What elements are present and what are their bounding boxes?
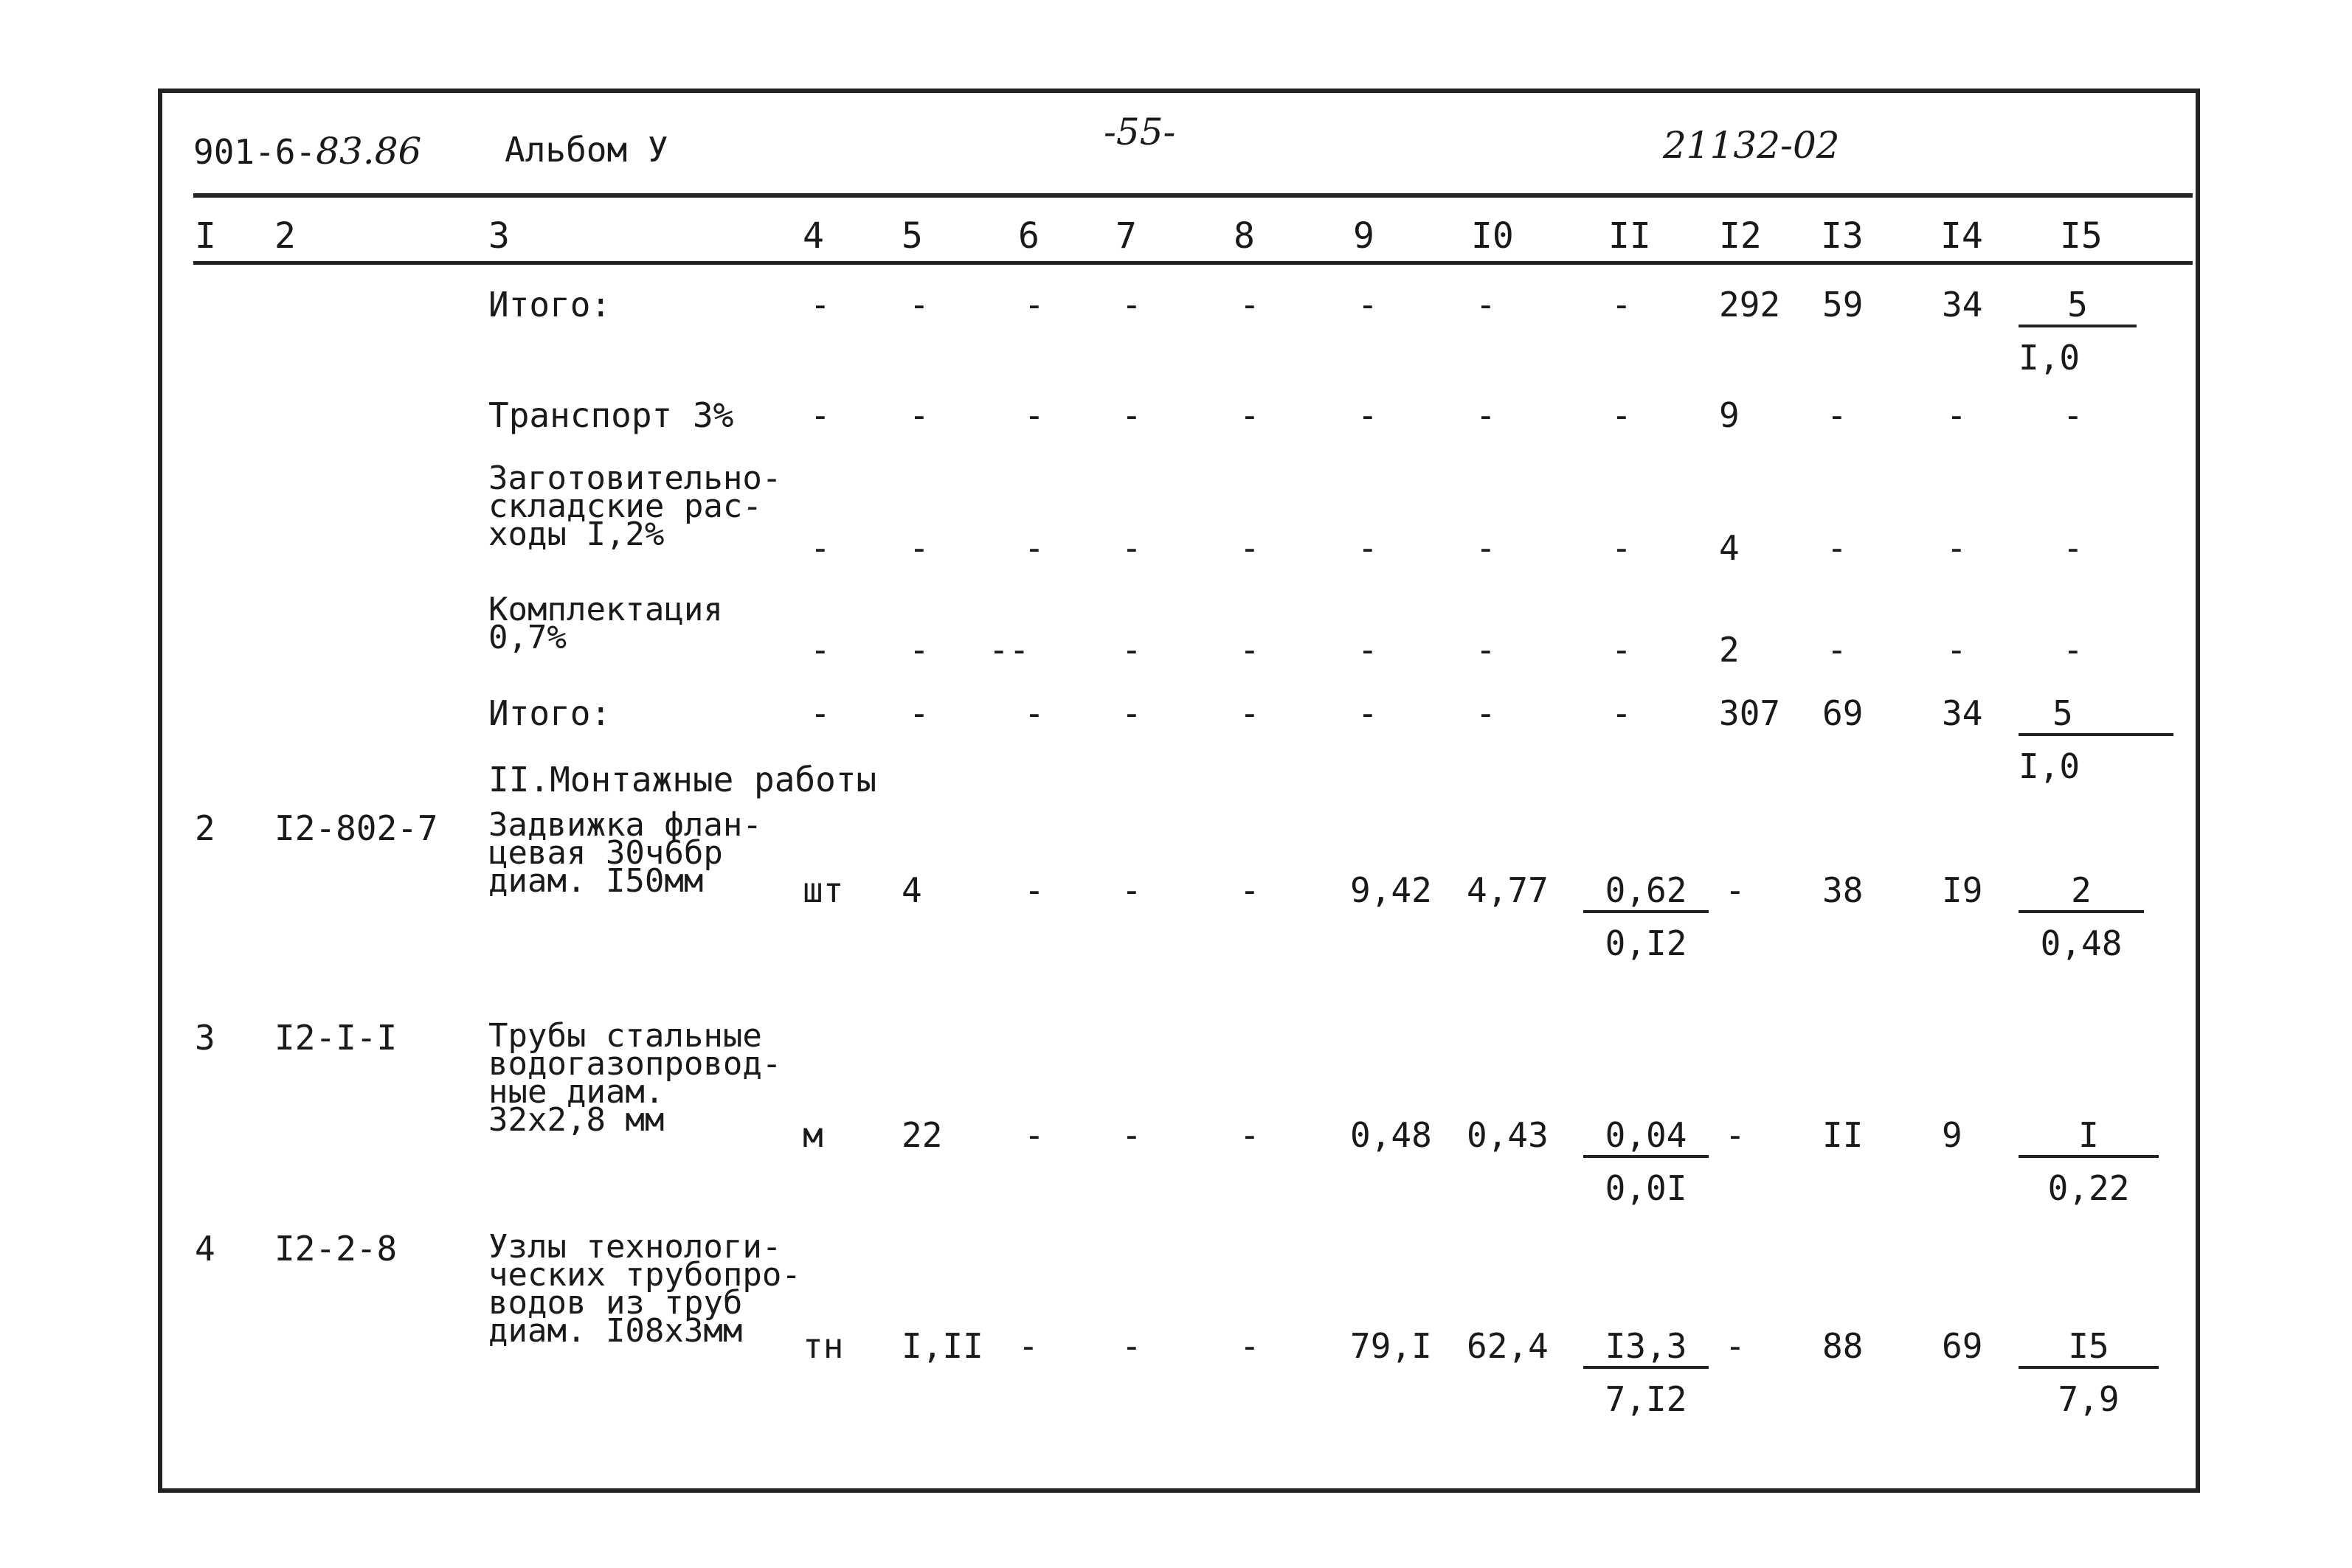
- cell-c8: -: [1239, 1326, 1260, 1366]
- cell-c13: 69: [1822, 693, 1864, 733]
- cell-c11: -: [1611, 693, 1632, 733]
- row-label: Трубы стальные водогазопровод- ные диам. 32х2,8 мм: [488, 1017, 782, 1139]
- header-rule: [193, 193, 2193, 198]
- cell-c10: 62,4: [1467, 1326, 1549, 1366]
- cell-c9: 79,I: [1350, 1326, 1432, 1366]
- cell-code: I2-2-8: [274, 1229, 398, 1269]
- cell-c14: 69: [1942, 1326, 1983, 1366]
- fraction-numerator: 0,04: [1583, 1118, 1709, 1158]
- cell-c6: -: [1024, 870, 1045, 910]
- cell-c6: -: [1024, 693, 1045, 733]
- cell-c6: -: [1024, 395, 1045, 435]
- fraction-numerator: 5: [2019, 696, 2173, 736]
- cell-c15-fraction: [2019, 285, 2137, 378]
- cell-unit: тн: [803, 1326, 844, 1366]
- cell-c10: 4,77: [1467, 870, 1549, 910]
- album-title: Альбом У: [505, 130, 668, 170]
- cell-c7: -: [1121, 528, 1142, 568]
- cell-c14: -: [1946, 630, 1967, 670]
- cell-unit: шт: [803, 870, 844, 910]
- cell-c12: -: [1725, 1326, 1746, 1366]
- col-9: 9: [1353, 215, 1374, 257]
- cell-c4: -: [810, 630, 831, 670]
- cell-c9: -: [1357, 395, 1378, 435]
- col-12: I2: [1719, 215, 1762, 257]
- cell-c8: -: [1239, 870, 1260, 910]
- cell-c5: -: [909, 630, 930, 670]
- fraction-denominator: 0,22: [2047, 1168, 2130, 1208]
- cell-c15: -: [2063, 528, 2083, 568]
- col-14: I4: [1940, 215, 1983, 257]
- cell-c6: -: [1018, 1326, 1039, 1366]
- cell-c9: -: [1357, 528, 1378, 568]
- cell-c12: 307: [1719, 693, 1781, 733]
- section-title: II.Монтажные работы: [488, 760, 877, 799]
- fraction-numerator: 5: [2019, 288, 2137, 327]
- col-2: 2: [274, 215, 296, 257]
- cell-c10: -: [1476, 693, 1496, 733]
- fraction-numerator: 0,62: [1583, 873, 1709, 913]
- cell-c7: -: [1121, 1326, 1142, 1366]
- col-7: 7: [1116, 215, 1137, 257]
- cell-c13: 59: [1822, 285, 1864, 325]
- fraction-numerator: I3,3: [1583, 1329, 1709, 1369]
- cell-c12: 292: [1719, 285, 1781, 325]
- fraction-denominator: 0,I2: [1605, 923, 1687, 963]
- cell-qty: I,II: [902, 1326, 983, 1366]
- columns-rule: [193, 261, 2193, 265]
- cell-c12: 2: [1719, 630, 1740, 670]
- col-6: 6: [1018, 215, 1040, 257]
- row-label: Итого:: [488, 693, 612, 733]
- cell-unit: м: [803, 1115, 823, 1155]
- cell-c5: -: [909, 693, 930, 733]
- cell-c13: -: [1827, 630, 1847, 670]
- cell-c15-fraction: [2019, 1115, 2159, 1208]
- cell-c6: -: [1024, 1115, 1045, 1155]
- doc-code-handwritten: 83.86: [316, 130, 422, 173]
- page-frame: [158, 89, 2200, 1493]
- row-label: Задвижка флан- цевая 30ч6бр диам. I50мм: [488, 806, 762, 900]
- cell-c7: -: [1121, 395, 1142, 435]
- cell-c9: -: [1357, 285, 1378, 325]
- doc-code-typed: 901-6-: [193, 132, 317, 172]
- cell-c5: -: [909, 285, 930, 325]
- cell-c12: 4: [1719, 528, 1740, 568]
- cell-c8: -: [1239, 395, 1260, 435]
- cell-c11: -: [1611, 395, 1632, 435]
- cell-row-number: 4: [195, 1229, 215, 1269]
- cell-c10: -: [1476, 528, 1496, 568]
- row-label: Заготовительно- складские рас- ходы I,2%: [488, 459, 782, 553]
- cell-c6: --: [989, 630, 1030, 670]
- cell-c7: -: [1121, 630, 1142, 670]
- doc-number: 21132-02: [1663, 124, 1840, 167]
- cell-c4: -: [810, 395, 831, 435]
- cell-c14: I9: [1942, 870, 1983, 910]
- cell-c11: -: [1611, 285, 1632, 325]
- fraction-denominator: 0,0I: [1605, 1168, 1687, 1208]
- cell-c12: 9: [1719, 395, 1740, 435]
- cell-c4: -: [810, 285, 831, 325]
- cell-c11-fraction: [1583, 1326, 1709, 1419]
- page-mark: -55-: [1104, 111, 1176, 153]
- cell-qty: 4: [902, 870, 922, 910]
- cell-c7: -: [1121, 285, 1142, 325]
- cell-c7: -: [1121, 870, 1142, 910]
- cell-c11-fraction: [1583, 870, 1709, 963]
- cell-c10: -: [1476, 285, 1496, 325]
- cell-c8: -: [1239, 1115, 1260, 1155]
- col-13: I3: [1821, 215, 1864, 257]
- cell-c7: -: [1121, 693, 1142, 733]
- col-3: 3: [488, 215, 510, 257]
- cell-c13: 88: [1822, 1326, 1864, 1366]
- col-1: I: [195, 215, 216, 257]
- cell-c8: -: [1239, 528, 1260, 568]
- cell-c15: -: [2063, 630, 2083, 670]
- fraction-numerator: I5: [2019, 1329, 2159, 1369]
- cell-c6: -: [1024, 528, 1045, 568]
- cell-c14: -: [1946, 395, 1967, 435]
- cell-c6: -: [1024, 285, 1045, 325]
- cell-c9: 0,48: [1350, 1115, 1432, 1155]
- fraction-denominator: I,0: [2019, 338, 2081, 378]
- col-8: 8: [1234, 215, 1255, 257]
- cell-c7: -: [1121, 1115, 1142, 1155]
- cell-c9: -: [1357, 693, 1378, 733]
- fraction-denominator: 7,I2: [1605, 1379, 1687, 1419]
- fraction-denominator: I,0: [2019, 746, 2081, 786]
- cell-c9: 9,42: [1350, 870, 1432, 910]
- col-10: I0: [1471, 215, 1514, 257]
- cell-qty: 22: [902, 1115, 943, 1155]
- cell-c9: -: [1357, 630, 1378, 670]
- cell-c5: -: [909, 395, 930, 435]
- col-11: II: [1608, 215, 1651, 257]
- cell-c13: 38: [1822, 870, 1864, 910]
- col-15: I5: [2060, 215, 2103, 257]
- row-label: Комплектация 0,7%: [488, 591, 723, 656]
- cell-code: I2-802-7: [274, 808, 438, 848]
- cell-row-number: 3: [195, 1018, 215, 1058]
- cell-code: I2-I-I: [274, 1018, 398, 1058]
- cell-c13: -: [1827, 395, 1847, 435]
- cell-c13: II: [1822, 1115, 1864, 1155]
- fraction-numerator: 2: [2019, 873, 2144, 913]
- fraction-denominator: 7,9: [2058, 1379, 2120, 1419]
- row-label: Транспорт 3%: [488, 395, 734, 435]
- fraction-numerator: I: [2019, 1118, 2159, 1158]
- cell-c4: -: [810, 693, 831, 733]
- cell-c11-fraction: [1583, 1115, 1709, 1208]
- cell-c14: 34: [1942, 285, 1983, 325]
- cell-row-number: 2: [195, 808, 215, 848]
- cell-c10: -: [1476, 395, 1496, 435]
- fraction-denominator: 0,48: [2040, 923, 2123, 963]
- cell-c14: -: [1946, 528, 1967, 568]
- cell-c15-fraction: [2019, 1326, 2159, 1419]
- cell-c15-fraction: [2019, 870, 2144, 963]
- cell-c12: -: [1725, 870, 1746, 910]
- cell-c11: -: [1611, 630, 1632, 670]
- col-5: 5: [902, 215, 923, 257]
- col-4: 4: [803, 215, 824, 257]
- cell-c15: -: [2063, 395, 2083, 435]
- cell-c11: -: [1611, 528, 1632, 568]
- doc-code: [193, 130, 421, 173]
- cell-c13: -: [1827, 528, 1847, 568]
- row-label: Узлы технологи- ческих трубопро- водов из труб диам. I08х3мм: [488, 1228, 801, 1350]
- cell-c8: -: [1239, 693, 1260, 733]
- row-label: Итого:: [488, 285, 612, 325]
- cell-c10: -: [1476, 630, 1496, 670]
- cell-c8: -: [1239, 630, 1260, 670]
- cell-c15-fraction: [2019, 693, 2173, 786]
- cell-c12: -: [1725, 1115, 1746, 1155]
- cell-c10: 0,43: [1467, 1115, 1549, 1155]
- cell-c8: -: [1239, 285, 1260, 325]
- cell-c5: -: [909, 528, 930, 568]
- cell-c14: 9: [1942, 1115, 1962, 1155]
- cell-c4: -: [810, 528, 831, 568]
- cell-c14: 34: [1942, 693, 1983, 733]
